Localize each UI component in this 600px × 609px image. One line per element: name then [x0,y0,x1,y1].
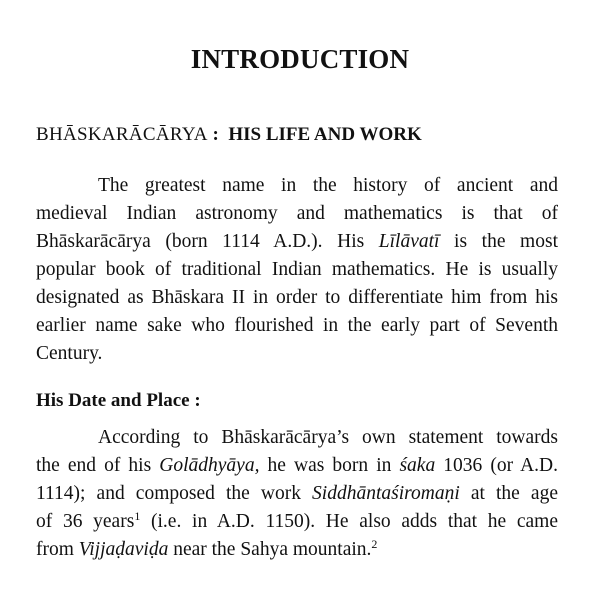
work-title-goladhyaya: Golādhyāya, [159,455,260,476]
paragraph-line: designated as Bhāskara II in order to differentiate him from his [36,287,558,308]
section-heading-topic: HIS LIFE AND WORK [228,124,422,145]
page-title: INTRODUCTION [190,44,410,74]
term-saka: śaka [399,455,436,476]
work-title-lilavati: Līlāvatī [378,231,440,252]
paragraph-line: 1114); and composed the work Siddhāntaśiromaṇi at the age [36,483,558,504]
work-title-siddhantasiromani: Siddhāntaśiromaṇi [312,483,460,504]
paragraph-line: the end of his Golādhyāya, he was born in śaka 1036 (or A.D. [36,455,558,476]
paragraph-date-and-place [36,424,558,564]
paragraph-line: of 36 years$^1$ (i.e. in A.D. 1150). He also adds that he came [36,509,559,532]
paragraph-line: popular book of traditional Indian mathematics. He is usually [36,259,558,280]
section-heading-name: BHĀSKARĀCĀRYA [36,124,208,145]
subheading-date-and-place: His Date and Place : [36,390,201,411]
paragraph-line: Century. [36,343,103,364]
footnote-marker-2: 2 [371,537,378,551]
section-heading-separator: : [212,124,219,145]
paragraph-line: Bhāskarācārya (born 1114 A.D.). His Līlāvatī is the most [36,231,558,252]
paragraph-line: medieval Indian astronomy and mathematics is that of [36,203,558,224]
place-name-vijjadavida: Vijjaḍaviḍa [78,539,169,560]
paragraph-line: from Vijjaḍaviḍa near the Sahya mountain.$^2$ [36,537,378,560]
footnote-marker-1: 1 [134,509,141,523]
paragraph-line: earlier name sake who flourished in the early part of Seventh [36,315,558,336]
section-heading [36,124,422,146]
paragraph-line: The greatest name in the history of ancient and [98,175,558,196]
paragraph-line: According to Bhāskarācārya’s own statement towards [98,427,558,448]
paragraph-life-and-work [36,172,558,368]
